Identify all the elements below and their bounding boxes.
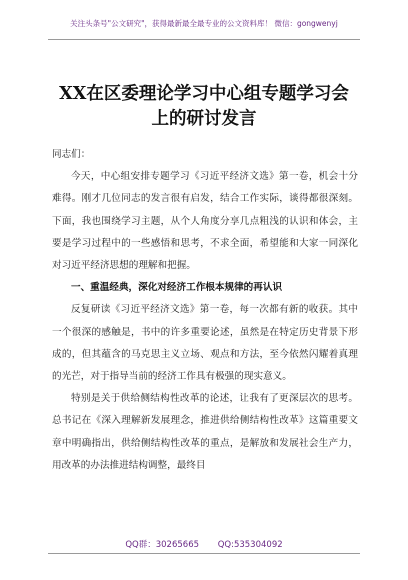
page-footer bbox=[0, 538, 408, 550]
paragraph-intro: 今天，中心组安排专题学习《习近平经济文选》第一卷，机会十分难得。刚才几位同志的发言很有启发，结合工作实际，谈得都很深刻。下面，我也围绕学习主题，从个人角度分享几点粗浅的认识和体会，主要是学习过程中的一些感悟和思考，不求全面，希望能和大家一同深化对习近平经济思想的理解和把握。 bbox=[52, 171, 358, 272]
title-line-1: XX在区委理论学习中心组专题学习会 bbox=[59, 84, 349, 104]
salutation: 同志们： bbox=[52, 149, 91, 160]
qq-number: QQ:535304092 bbox=[217, 540, 283, 550]
page-header-notice: 关注头条号"公文研究"，获得最新最全最专业的公文资料库！ 微信：gongwenyj bbox=[70, 19, 338, 28]
document-title bbox=[40, 82, 368, 132]
footer-divider bbox=[48, 553, 360, 554]
paragraph: 特别是关于供给侧结构性改革的论述，让我有了更深层次的思考。总书记在《深入理解新发展理念，推进供给侧结构性改革》这篇重要文章中明确指出，供给侧结构性改革的重点，是解放和发展社会生产力，用改革的办法推进结构调整，最终目 bbox=[52, 393, 358, 471]
document-body bbox=[52, 144, 358, 477]
title-line-2: 上的研讨发言 bbox=[151, 109, 257, 129]
section-heading: 一、重温经典，深化对经济工作根本规律的再认识 bbox=[71, 282, 283, 294]
qq-group-number: QQ群：30265665 bbox=[125, 540, 200, 550]
header-divider bbox=[48, 39, 360, 40]
paragraph: 反复研读《习近平经济文选》第一卷，每一次都有新的收获。其中一个很深的感触是，书中的许多重要论述，虽然是在特定历史背景下形成的，但其蕴含的马克思主义立场、观点和方法，至今依然闪耀着真理的光芒，对于指导当前的经济工作具有极强的现实意义。 bbox=[52, 304, 358, 383]
